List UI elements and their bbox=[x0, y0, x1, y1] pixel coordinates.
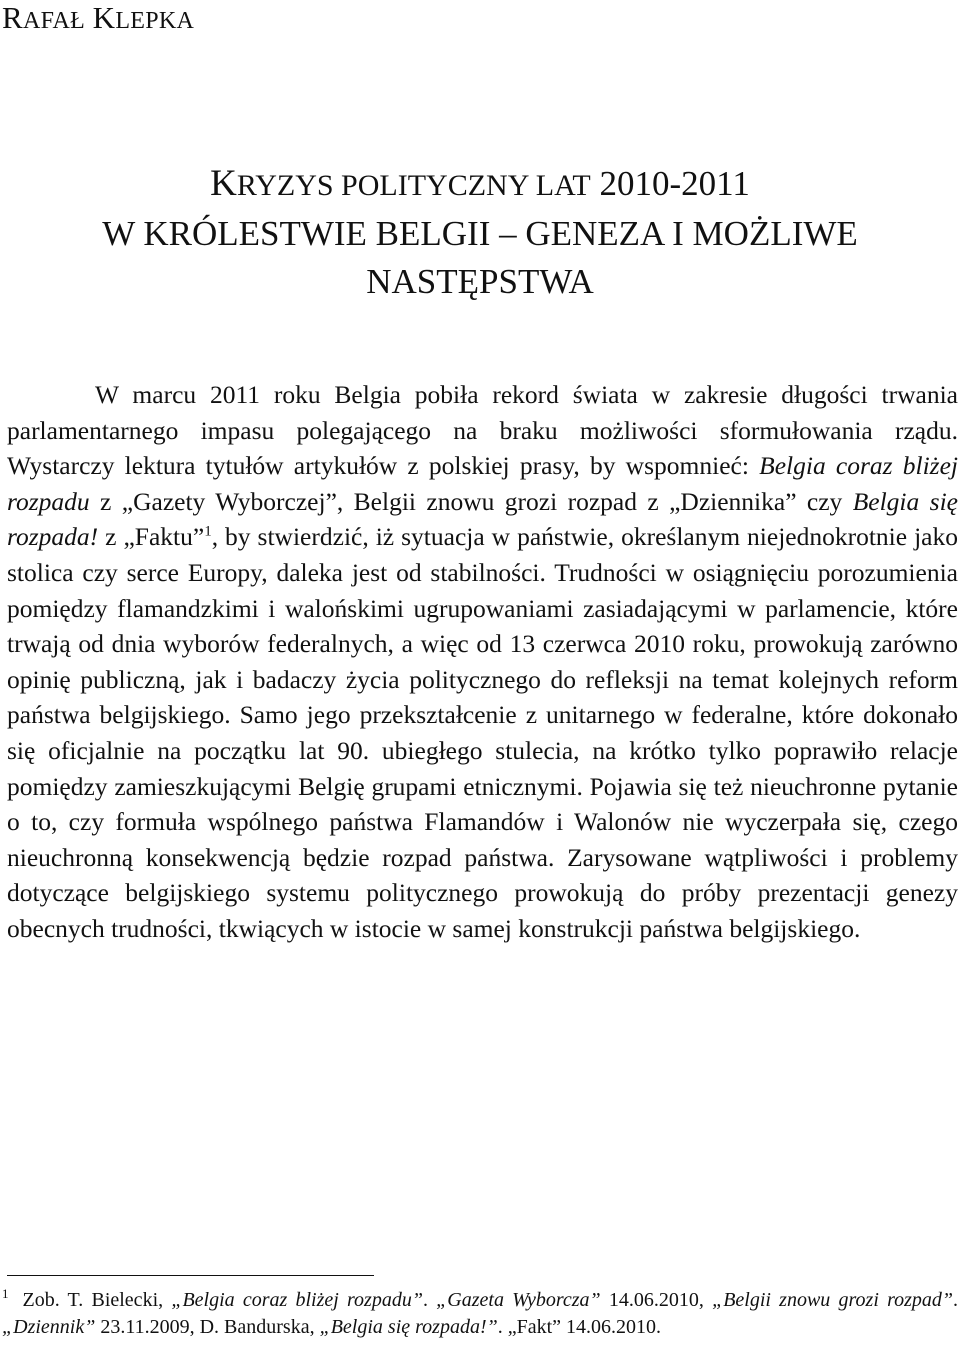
author-name bbox=[2, 0, 194, 36]
footnote-italic-2: „Gazeta Wyborcza” bbox=[436, 1289, 601, 1311]
footnote-separator bbox=[7, 1275, 374, 1276]
footnote-1 bbox=[2, 1287, 958, 1341]
footnote-text-1: Zob. T. Bielecki, bbox=[22, 1289, 172, 1311]
author-first-initial: R bbox=[2, 0, 23, 35]
body-segment-2: z „Gazety Wyborczej”, Belgii znowu grozi rozpad z „Dziennika” czy bbox=[89, 486, 853, 516]
footnote-text-5: 23.11.2009, D. Bandurska, bbox=[95, 1316, 320, 1338]
body-italic-title-2: Belgia się rozpada! bbox=[7, 486, 958, 552]
author-last-rest: LEPKA bbox=[115, 8, 195, 34]
body-italic-title-1: Belgia coraz bliżej rozpadu bbox=[7, 451, 958, 516]
body-segment-1: W marcu 2011 roku Belgia pobiła rekord świata w zakresie długości trwania parlamentarnego impasu polegającego na braku możliwości sformułowania rządu. Wystarczy lektura tytułów artykułów z polskiej prasy, by wspomnieć: bbox=[7, 380, 958, 481]
title-years: 2010-2011 bbox=[590, 164, 750, 203]
footnote-mark: 1 bbox=[2, 1286, 9, 1302]
footnote-italic-5: „Belgia się rozpada!” bbox=[319, 1316, 498, 1338]
title-line-1-text: RYZYS POLITYCZNY LAT bbox=[236, 169, 591, 202]
footnote-text-2: . bbox=[422, 1289, 437, 1311]
paper-title bbox=[0, 160, 960, 306]
footnote-text-4: . bbox=[953, 1289, 959, 1311]
author-first-rest: AFAŁ bbox=[22, 8, 86, 34]
footnote-italic-4: „Dziennik” bbox=[2, 1316, 96, 1338]
footnote-italic-3: „Belgii znowu grozi rozpad” bbox=[712, 1289, 954, 1311]
title-initial: K bbox=[210, 163, 237, 204]
author-last-initial: K bbox=[92, 0, 116, 35]
body-paragraph bbox=[7, 377, 958, 947]
title-line-2: W KRÓLESTWIE BELGII – GENEZA I MOŻLIWE bbox=[102, 214, 858, 253]
title-line-1 bbox=[0, 160, 960, 210]
footnote-text-3: 14.06.2010, bbox=[600, 1289, 713, 1311]
footnote-reference[interactable]: 1 bbox=[204, 523, 212, 540]
body-segment-3: z „Faktu” bbox=[98, 522, 205, 552]
paragraph-1 bbox=[7, 377, 958, 947]
title-line-3: NASTĘPSTWA bbox=[366, 262, 594, 301]
footnote-text-6: . „Fakt” 14.06.2010. bbox=[497, 1316, 662, 1338]
footnote-italic-1: „Belgia coraz bliżej rozpadu” bbox=[171, 1289, 423, 1311]
body-segment-4: , by stwierdzić, iż sytuacja w państwie, określanym niejednokrotnie jako stolica czy serce Europy, daleka jest od stabilności. Trudności w osiągnięciu porozumienia pomiędzy flamandzkimi i walońskimi ugrupowaniami zasiadającymi w parlamencie, które trwają od dnia wyborów federalnych, a więc od 13 czerwca 2010 roku, prowokują zarówno opinię publiczną, jak i badaczy życia politycznego do refleksji na temat kolejnych reform państwa belgijskiego. Samo jego przekształcenie z unitarnego w federalne, które dokonało się oficjalnie na początku lat 90. ubiegłego stulecia, na krótko tylko poprawiło relacje pomiędzy zamieszkującymi Belgię grupami etnicznymi. Pojawia się też nieuchronne pytanie o to, czy formuła wspólnego państwa Flamandów i Walonów nie wyczerpała się, czego nieuchronną konsekwencją będzie rozpad państwa. Zarysowane wątpliwości i problemy dotyczące belgijskiego systemu politycznego prowokują do próby prezentacji genezy obecnych trudności, tkwiących w istocie w samej konstrukcji państwa belgijskiego. bbox=[7, 522, 958, 943]
